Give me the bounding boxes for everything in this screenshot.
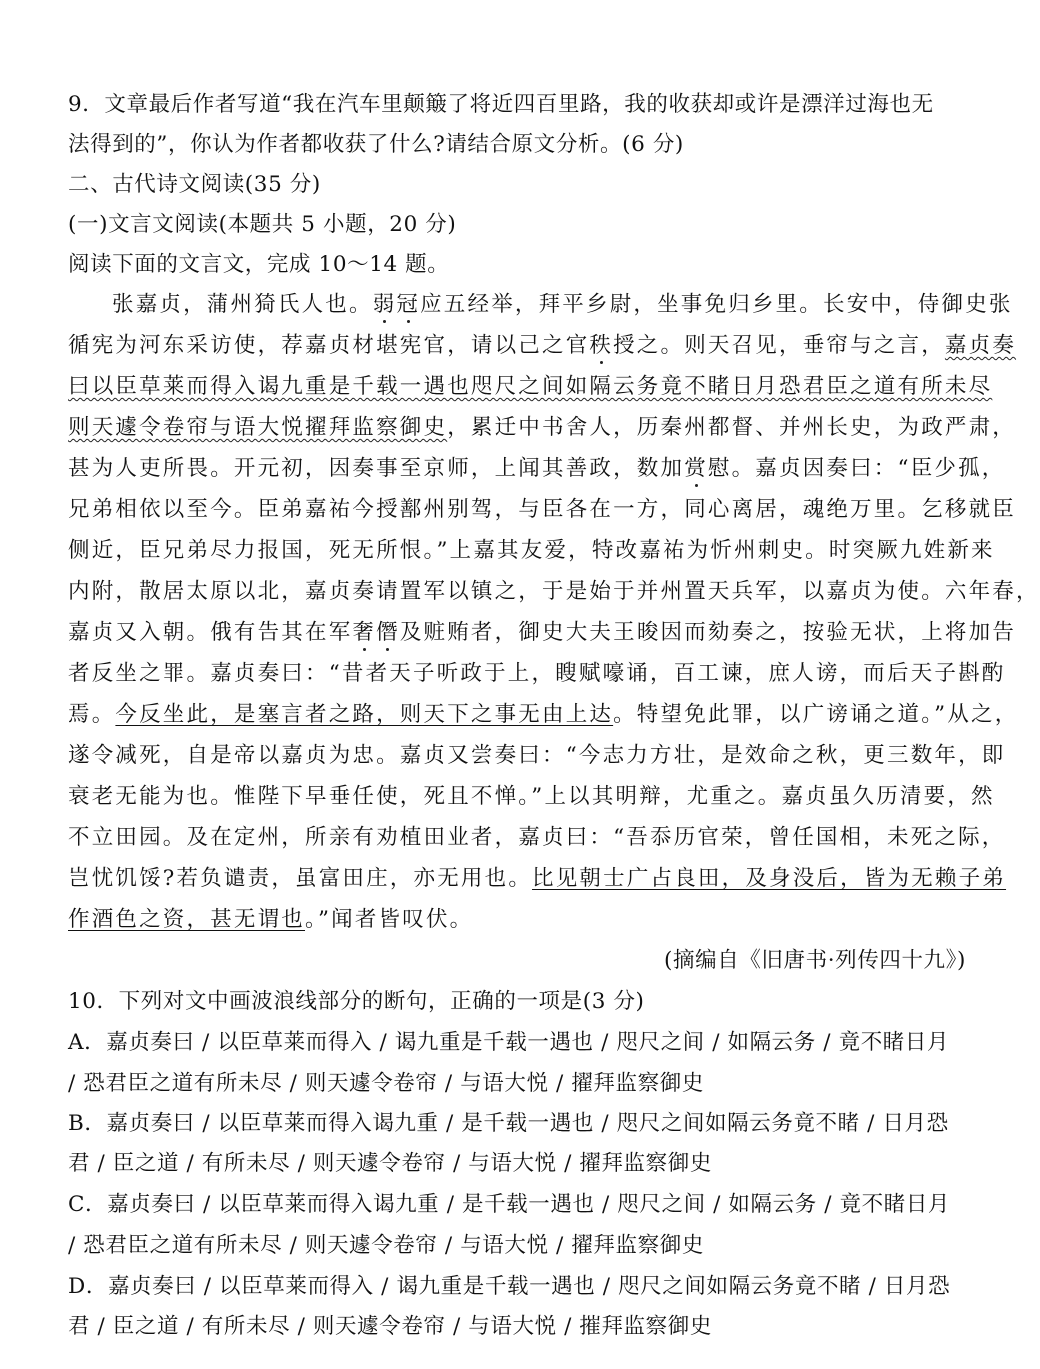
passage-line: 作酒色之资，甚无谓也。”闻者皆叹伏。 bbox=[68, 907, 474, 932]
option-a-line-2: / 恐君臣之道有所未尽 / 则天遽令卷帘 / 与语大悦 / 擢拜监察御史 bbox=[68, 1071, 704, 1096]
underlined-sentence: 作酒色之资，甚无谓也 bbox=[68, 907, 306, 932]
wavy-underline-text: 嘉贞奏 bbox=[944, 333, 1017, 358]
passage-line: 侧近，臣兄弟尽力报国，死无所恨。”上嘉其友爱，特改嘉祐为忻州刺史。时突厥九姓新来 bbox=[68, 538, 995, 563]
passage-line: 不立田园。及在定州，所亲有劝植田业者，嘉贞曰：“吾忝历官荣，曾任国相，未死之际， bbox=[68, 825, 1006, 850]
option-a-line-1: A．嘉贞奏曰 / 以臣草莱而得入 / 谒九重是千载一遇也 / 咫尺之间 / 如隔云务 / 竟不睹日月 bbox=[68, 1030, 950, 1055]
option-b-line-1: B．嘉贞奏曰 / 以臣草莱而得入谒九重 / 是千载一遇也 / 咫尺之间如隔云务竟不睹 / 日月恐 bbox=[68, 1111, 949, 1136]
passage-line: 张嘉贞，蒲州猗氏人也。弱冠应五经举，拜平乡尉，坐事免归乡里。长安中，侍御史张 bbox=[112, 292, 1013, 317]
passage-line bbox=[68, 373, 993, 401]
passage-line: 兄弟相依以至今。臣弟嘉祐今授鄯州别驾，与臣各在一方，同心离居，魂绝万里。乞移就臣 bbox=[68, 497, 1017, 522]
subsection-title: (一)文言文阅读(本题共 5 小题，20 分) bbox=[68, 212, 457, 237]
passage-line: 衰老无能为也。惟陛下早垂任使，死且不惮。”上以其明辩，尤重之。嘉贞虽久历清要，然 bbox=[68, 784, 995, 809]
option-c-line-2: / 恐君臣之道有所未尽 / 则天遽令卷帘 / 与语大悦 / 擢拜监察御史 bbox=[68, 1233, 704, 1258]
option-b-line-2: 君 / 臣之道 / 有所未尽 / 则天遽令卷帘 / 与语大悦 / 擢拜监察御史 bbox=[68, 1151, 712, 1176]
passage-source: (摘编自《旧唐书·列传四十九》) bbox=[664, 948, 966, 973]
wavy-underline-text: 则天遽令卷帘与语大悦擢拜监察御史 bbox=[68, 415, 448, 440]
underlined-sentence: 今反坐此，是塞言者之路，则天下之事无由上达 bbox=[115, 702, 614, 727]
emphasis-dot-char: 秩 bbox=[589, 333, 614, 358]
passage-line: 循宪为河东采访使，荐嘉贞材堪宪官，请以己之官秩授之。则天召见，垂帘与之言，嘉贞奏 bbox=[68, 333, 1017, 358]
passage-line: 焉。今反坐此，是塞言者之路，则天下之事无由上达。特望免此罪，以广谤诵之道。”从之， bbox=[68, 702, 1019, 727]
emphasis-dot-char: 奢 bbox=[352, 620, 377, 645]
emphasis-dot-char: 弱 bbox=[372, 292, 397, 317]
passage-line: 岂忧饥馁?若负谴责，虽富田庄，亦无用也。比见朝士广占良田，及身没后，皆为无赖子弟 bbox=[68, 866, 1007, 891]
emphasis-dot-char: 赏 bbox=[684, 456, 708, 481]
option-d-line-1: D．嘉贞奏曰 / 以臣草莱而得入 / 谒九重是千载一遇也 / 咫尺之间如隔云务竟不睹 / 日月恐 bbox=[68, 1274, 951, 1299]
underlined-sentence: 比见朝士广占良田，及身没后，皆为无赖子弟 bbox=[532, 866, 1007, 891]
question-10-stem: 10．下列对文中画波浪线部分的断句，正确的一项是(3 分) bbox=[68, 989, 645, 1014]
passage-line: 嘉贞又入朝。俄有告其在军奢僭及赃贿者，御史大夫王晙因而劾奏之，按验无状，上将加告 bbox=[68, 620, 1017, 645]
emphasis-dot-char: 僭 bbox=[376, 620, 400, 645]
question-9-line-1: 9．文章最后作者写道“我在汽车里颠簸了将近四百里路，我的收获却或许是漂洋过海也无 bbox=[68, 92, 934, 117]
reading-instruction: 阅读下面的文言文，完成 10～14 题。 bbox=[68, 252, 450, 277]
option-d-line-2: 君 / 臣之道 / 有所未尽 / 则天遽令卷帘 / 与语大悦 / 摧拜监察御史 bbox=[68, 1314, 712, 1339]
section-title: 二、古代诗文阅读(35 分) bbox=[68, 172, 321, 197]
emphasis-dot-char: 冠 bbox=[396, 292, 421, 317]
passage-line: 遂令减死，自是帝以嘉贞为忠。嘉贞又尝奏曰：“今志力方壮，是效命之秋，更三数年，即 bbox=[68, 743, 1006, 768]
question-9-line-2: 法得到的”，你认为作者都收获了什么?请结合原文分析。(6 分) bbox=[68, 132, 684, 157]
passage-line: 则天遽令卷帘与语大悦擢拜监察御史，累迁中书舍人，历秦州都督、并州长史，为政严肃， bbox=[68, 415, 1017, 440]
passage-line: 甚为人吏所畏。开元初，因奏事至京师，上闻其善政，数加赏慰。嘉贞因奏曰：“臣少孤， bbox=[68, 456, 1006, 481]
wavy-underline-text: 曰以臣草莱而得入谒九重是千载一遇也咫尺之间如隔云务竟不睹日月恐君臣之道有所未尽 bbox=[68, 374, 993, 399]
option-c-line-1: C．嘉贞奏曰 / 以臣草莱而得入谒九重 / 是千载一遇也 / 咫尺之间 / 如隔云务 / 竟不睹日月 bbox=[68, 1192, 951, 1217]
passage-line: 者反坐之罪。嘉贞奏曰：“昔者天子听政于上，瞍赋嚎诵，百工谏，庶人谤，而后天子斟酌 bbox=[68, 661, 1006, 686]
passage-line: 内附，散居太原以北，嘉贞奏请置军以镇之，于是始于并州置天兵军，以嘉贞为使。六年春， bbox=[68, 579, 1040, 604]
